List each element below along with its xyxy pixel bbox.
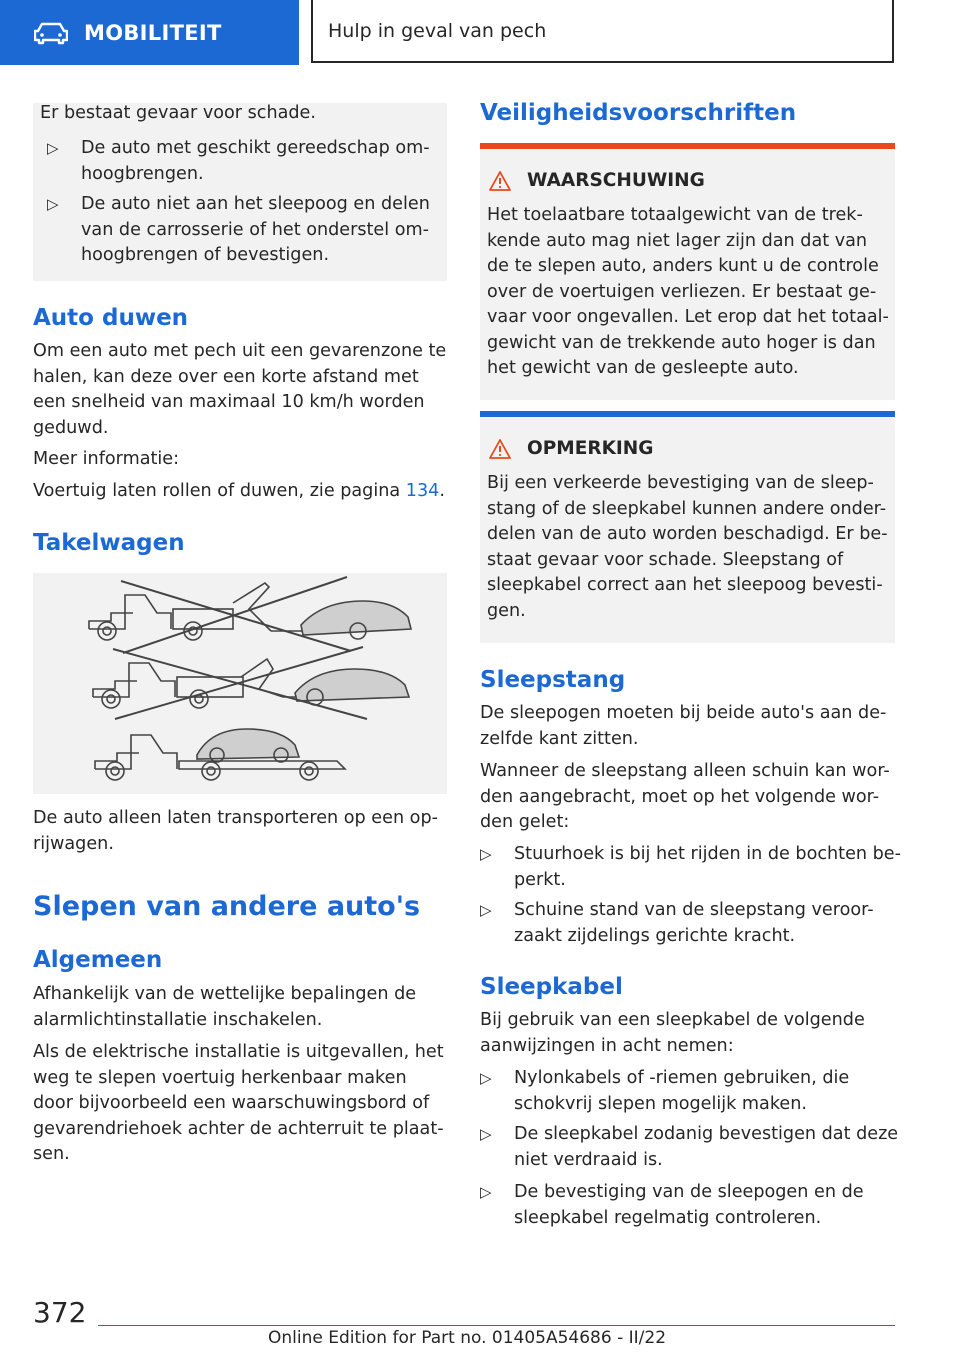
text-line: Schuine stand van de sleepstang veroor-	[514, 900, 874, 920]
caution-bullet-2	[47, 192, 430, 269]
sleepkabel-bullet-2	[480, 1122, 898, 1173]
text-line: alarmlichtinstallatie inschakelen.	[33, 1009, 323, 1030]
warning-title	[489, 170, 705, 191]
ref-end: .	[439, 481, 445, 501]
section-tab[interactable]	[0, 0, 299, 65]
heading-slepen: Slepen van andere auto's	[33, 891, 421, 922]
notice-title-text: OPMERKING	[527, 438, 654, 459]
text-line: aanwijzingen in acht nemen:	[480, 1035, 734, 1056]
notice-title	[489, 438, 653, 459]
caution-intro: Er bestaat gevaar voor schade.	[40, 103, 316, 123]
footer-edition: Online Edition for Part no. 01405A54686 - II/22	[268, 1328, 667, 1348]
more-info-label: Meer informatie:	[33, 449, 180, 469]
text-line: stang of de sleepkabel kunnen andere onder-	[487, 498, 887, 519]
text-line: Afhankelijk van de wettelijke bepalingen de	[33, 984, 417, 1004]
car-icon	[34, 21, 68, 45]
caution-bullet-1	[47, 136, 430, 187]
bullet-triangle-icon: ▷	[480, 1069, 492, 1087]
text-line: schokvrij slepen mogelijk maken.	[514, 1093, 807, 1114]
text-line: Het toelaatbare totaalgewicht van de trek-	[487, 205, 863, 225]
sleepkabel-p1	[480, 1008, 865, 1059]
text-line: delen van de auto worden beschadigd. Er be-	[487, 524, 888, 544]
text-line: geduwd.	[33, 417, 109, 438]
warning-text	[487, 203, 889, 382]
heading-sleepstang: Sleepstang	[480, 667, 626, 693]
text-line: De auto met geschikt gereedschap om-	[81, 138, 430, 158]
text-line: Stuurhoek is bij het rijden in de bochten be-	[514, 844, 901, 864]
sleepstang-bullet-1	[480, 842, 901, 893]
footer-divider	[98, 1325, 895, 1326]
text-line: Bij gebruik van een sleepkabel de volgende	[480, 1010, 865, 1030]
heading-algemeen: Algemeen	[33, 947, 163, 973]
algemeen-p2	[33, 1040, 444, 1168]
bullet-triangle-icon: ▷	[480, 845, 492, 863]
text-line: De sleepogen moeten bij beide auto's aan de-	[480, 703, 887, 723]
bullet-triangle-icon: ▷	[47, 139, 59, 157]
text-line: sleepkabel correct aan het sleepoog bevesti-	[487, 575, 883, 595]
auto-duwen-body	[33, 339, 446, 441]
takelwagen-caption	[33, 806, 438, 857]
section-label: MOBILITEIT	[84, 20, 222, 45]
text-line: halen, kan deze over een korte afstand met	[33, 366, 419, 387]
sleepkabel-bullet-1	[480, 1066, 849, 1117]
warning-title-text: WAARSCHUWING	[527, 170, 705, 191]
chapter-title-text: Hulp in geval van pech	[328, 19, 547, 42]
page-number: 372	[33, 1296, 87, 1329]
text-line: vaar voor ongevallen. Let erop dat het totaal-	[487, 307, 889, 327]
text-line: Bij een verkeerde bevestiging van de sleep-	[487, 473, 874, 493]
text-line: gevarendriehoek achter de achterruit te plaat-	[33, 1118, 444, 1139]
text-line: zaakt zijdelings gerichte kracht.	[514, 925, 796, 946]
text-line: kende auto mag niet lager zijn dan dat van	[487, 230, 868, 251]
page-link[interactable]: 134	[405, 481, 440, 501]
text-line: van de carrosserie of het onderstel om-	[81, 219, 429, 240]
text-line: een snelheid van maximaal 10 km/h worden	[33, 392, 425, 412]
bullet-triangle-icon: ▷	[480, 1125, 492, 1143]
heading-veiligheid: Veiligheidsvoorschriften	[480, 100, 797, 126]
text-line: Als de elektrische installatie is uitgevallen, het	[33, 1042, 444, 1062]
text-line: De auto alleen laten transporteren op een op-	[33, 808, 438, 828]
algemeen-p1	[33, 982, 416, 1033]
text-line: rijwagen.	[33, 833, 114, 854]
tow-truck-illustration	[33, 573, 447, 794]
text-line: sen.	[33, 1144, 70, 1164]
text-line: Wanneer de sleepstang alleen schuin kan wor-	[480, 761, 890, 781]
notice-text	[487, 471, 888, 624]
notice-triangle-icon	[489, 439, 511, 459]
text-line: gen.	[487, 600, 526, 621]
text-line: over de voertuigen verliezen. Er bestaat ge-	[487, 281, 877, 302]
text-line: gewicht van de trekkende auto hoger is dan	[487, 332, 876, 353]
text-line: De bevestiging van de sleepogen en de	[514, 1182, 864, 1202]
text-line: zelfde kant zitten.	[480, 728, 639, 749]
text-line: door bijvoorbeeld een waarschuwingsbord of	[33, 1093, 430, 1113]
bullet-triangle-icon: ▷	[480, 1183, 492, 1201]
sleepstang-p1	[480, 701, 886, 752]
text-line: De sleepkabel zodanig bevestigen dat deze	[514, 1124, 899, 1144]
text-line: de te slepen auto, anders kunt u de controle	[487, 256, 879, 276]
text-line: het gewicht van de gesleepte auto.	[487, 358, 799, 378]
text-line: den aangebracht, moet op het volgende wor-	[480, 786, 880, 807]
text-line: hoogbrengen of bevestigen.	[81, 245, 330, 265]
bullet-triangle-icon: ▷	[47, 195, 59, 213]
text-line: De auto niet aan het sleepoog en delen	[81, 194, 430, 214]
sleepstang-bullet-2	[480, 898, 874, 949]
cross-reference	[33, 479, 445, 505]
sleepstang-p2	[480, 759, 890, 836]
bullet-triangle-icon: ▷	[480, 901, 492, 919]
warning-triangle-icon	[489, 171, 511, 191]
heading-auto-duwen: Auto duwen	[33, 305, 189, 331]
text-line: staat gevaar voor schade. Sleepstang of	[487, 549, 844, 570]
text-line: Nylonkabels of -riemen gebruiken, die	[514, 1068, 850, 1088]
text-line: sleepkabel regelmatig controleren.	[514, 1207, 822, 1228]
heading-sleepkabel: Sleepkabel	[480, 974, 623, 1000]
text-line: weg te slepen voertuig herkenbaar maken	[33, 1067, 407, 1088]
tow-truck-drawing	[33, 573, 447, 794]
text-line: perkt.	[514, 869, 566, 890]
ref-text: Voertuig laten rollen of duwen, zie pagina	[33, 481, 406, 501]
chapter-title	[311, 0, 894, 63]
text-line: Om een auto met pech uit een gevarenzone te	[33, 341, 447, 361]
text-line: niet verdraaid is.	[514, 1149, 663, 1170]
heading-takelwagen: Takelwagen	[33, 530, 185, 556]
text-line: den gelet:	[480, 812, 570, 832]
text-line: hoogbrengen.	[81, 163, 204, 184]
sleepkabel-bullet-3	[480, 1180, 864, 1231]
